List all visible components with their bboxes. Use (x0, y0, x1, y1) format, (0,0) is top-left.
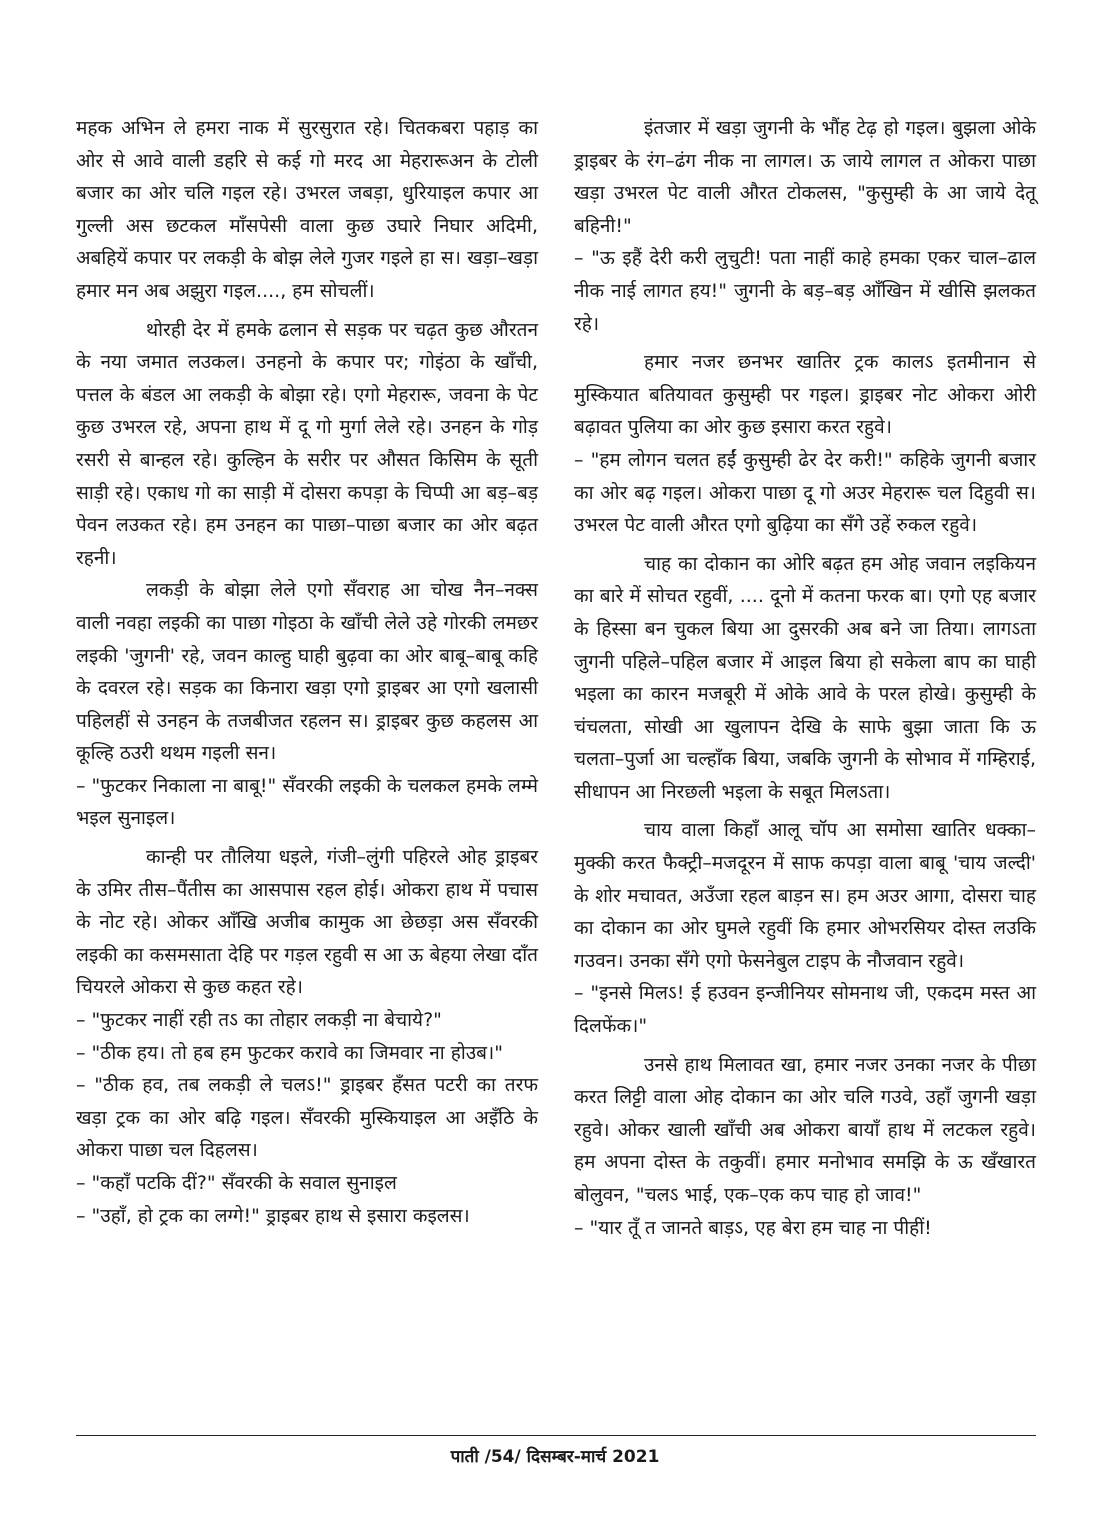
paragraph: इंतजार में खड़ा जुगनी के भौंह टेढ़ हो गइल। बुझला ओके ड्राइबर के रंग–ढंग नीक ना लागल। ऊ जाये लागल त ओकरा पाछा खड़ा उभरल पेट वाली औरत टोकलस, "कुसुम्ही के आ जाये देतू बहिनी!" – "ऊ इहैं देरी करी लुचुटी! पता नाहीं काहे हमका एकर चाल–ढाल नीक नाई लागत हय!" जुगनी के बड़–बड़ आँखिन में खीसि झलकत रहे। (574, 117, 1036, 335)
left-column (76, 112, 538, 1232)
paragraph: चाय वाला किहाँ आलू चॉप आ समोसा खातिर धक्का–मुक्की करत फैक्ट्री–मजदूरन में साफ कपड़ा वाला बाबू 'चाय जल्दी' के शोर मचावत, अउँजा रहल बाड़न स। हम अउर आगा, दोसरा चाह का दोकान का ओर घुमले रहुवीं कि हमार ओभरसियर दोस्त लउकि गउवन। उनका सँगे एगो फेसनेबुल टाइप के नौजवान रहुवे। – "इनसे मिलऽ! ई हउवन इन्जीनियर सोमनाथ जी, एकदम मस्त आ दिलफेंक।" (574, 819, 1036, 1038)
paragraph: हमार नजर छनभर खातिर ट्रक कालऽ इतमीनान से मुस्कियात बतियावत कुसुम्ही पर गइल। ड्राइबर नोट ओकरा ओरी बढ़ावत पुलिया का ओर कुछ इसारा करत रहुवे। – "हम लोगन चलत हईं कुसुम्ही ढेर देर करी!" कहिके जुगनी बजार का ओर बढ़ गइल। ओकरा पाछा दू गो अउर मेहरारू चल दिहुवी स। उभरल पेट वाली औरत एगो बुढ़िया का सँगे उहें रुकल रहुवे। (574, 351, 1036, 537)
paragraph: चाह का दोकान का ओरि बढ़त हम ओह जवान लइकियन का बारे में सोचत रहुवीं, .... दूनो में कतना फरक बा। एगो एह बजार के हिस्सा बन चुकल बिया आ दुसरकी अब बने जा तिया। लागऽता जुगनी पहिले–पहिल बजार में आइल बिया हो सकेला बाप का घाही भइला का कारन मजबूरी में ओके आवे के परल होखे। कुसुम्ही के चंचलता, सोखी आ खुलापन देखि के साफे बुझा जाता कि ऊ चलता–पुर्जा आ चल्हाँक बिया, जबकि जुगनी के सोभाव में गम्हिराई, सीधापन आ निरछली भइला के सबूत मिलऽता। (574, 552, 1036, 803)
paragraph: थोरही देर में हमके ढलान से सड़क पर चढ़त कुछ औरतन के नया जमात लउकल। उनहनो के कपार पर; गोइंठा के खाँची, पत्तल के बंडल आ लकड़ी के बोझा रहे। एगो मेहरारू, जवना के पेट कुछ उभरल रहे, अपना हाथ में दू गो मुर्गा लेले रहे। उनहन के गोड़ रसरी से बान्हल रहे। कुल्हिन के सरीर पर औसत किसिम के सूती साड़ी रहे। एकाध गो का साड़ी में दोसरा कपड़ा के चिप्पी आ बड़–बड़ पेवन लउकत रहे। हम उनहन का पाछा–पाछा बजार का ओर बढ़त रहनी। (76, 318, 538, 569)
paragraph: लकड़ी के बोझा लेले एगो सँवराह आ चोख नैन–नक्स वाली नवहा लइकी का पाछा गोइठा के खाँची लेले उहे गोरकी लमछर लइकी 'जुगनी' रहे, जवन काल्हु घाही बुढ़वा का ओर बाबू–बाबू कहि के दवरल रहे। सड़क का किनारा खड़ा एगो ड्राइबर आ एगो खलासी पहिलहीं से उनहन के तजबीजत रहलन स। ड्राइबर कुछ कहलस आ कूल्हि ठउरी थथम गइली सन। – "फुटकर निकाला ना बाबू!" सँवरकी लइकी के चलकल हमके लम्मे भइल सुनाइल। (76, 579, 538, 830)
page-footer: पाती /54/ दिसम्बर-मार्च 2021 (450, 1447, 660, 1467)
right-column (574, 112, 1036, 1244)
paragraph: उनसे हाथ मिलावत खा, हमार नजर उनका नजर के पीछा करत लिट्टी वाला ओह दोकान का ओर चलि गउवे, उहाँ जुगनी खड़ा रहुवे। ओकर खाली खाँची अब ओकरा बायाँ हाथ में लटकल रहुवे। हम अपना दोस्त के तकुवीं। हमार मनोभाव समझि के ऊ खँखारत बोलुवन, "चलऽ भाई, एक–एक कप चाह हो जाव!" – "यार तूँ त जानते बाड़ऽ, एह बेरा हम चाह ना पीहीं! (574, 1053, 1036, 1239)
paragraph: कान्ही पर तौलिया धइले, गंजी–लुंगी पहिरले ओह ड्राइबर के उमिर तीस–पैंतीस का आसपास रहल होई। ओकरा हाथ में पचास के नोट रहे। ओकर आँखि अजीब कामुक आ छेछड़ा अस सँवरकी लइकी का कसमसाता देहि पर गड़ल रहुवी स आ ऊ बेहया लेखा दाँत चियरले ओकरा से कुछ कहत रहे। – "फुटकर नाहीं रही तऽ का तोहार लकड़ी ना बेचाये?" – "ठीक हय। तो हब हम फुटकर करावे का जिमवार ना होउब।" – "ठीक हव, तब लकड़ी ले चलऽ!" ड्राइबर हँसत पटरी का तरफ खड़ा ट्रक का ओर बढ़ि गइल। सँवरकी मुस्कियाइल आ अइँठि के ओकरा पाछा चल दिहलस। – "कहाँ पटकि दीं?" सँवरकी के सवाल सुनाइल – "उहाँ, हो ट्रक का लग्गे!" ड्राइबर हाथ से इसारा कइलस। (76, 846, 538, 1227)
footer-divider (76, 1435, 1036, 1436)
paragraph: महक अभिन ले हमरा नाक में सुरसुरात रहे। चितकबरा पहाड़ का ओर से आवे वाली डहरि से कई गो मरद आ मेहरारूअन के टोली बजार का ओर चलि गइल रहे। उभरल जबड़ा, धुरियाइल कपार आ गुल्ली अस छटकल माँसपेसी वाला कुछ उघारे निघार अदिमी, अबहियें कपार पर लकड़ी के बोझ लेले गुजर गइले हा स। खड़ा–खड़ा हमार मन अब अझुरा गइल...., हम सोचलीं। (76, 117, 538, 302)
